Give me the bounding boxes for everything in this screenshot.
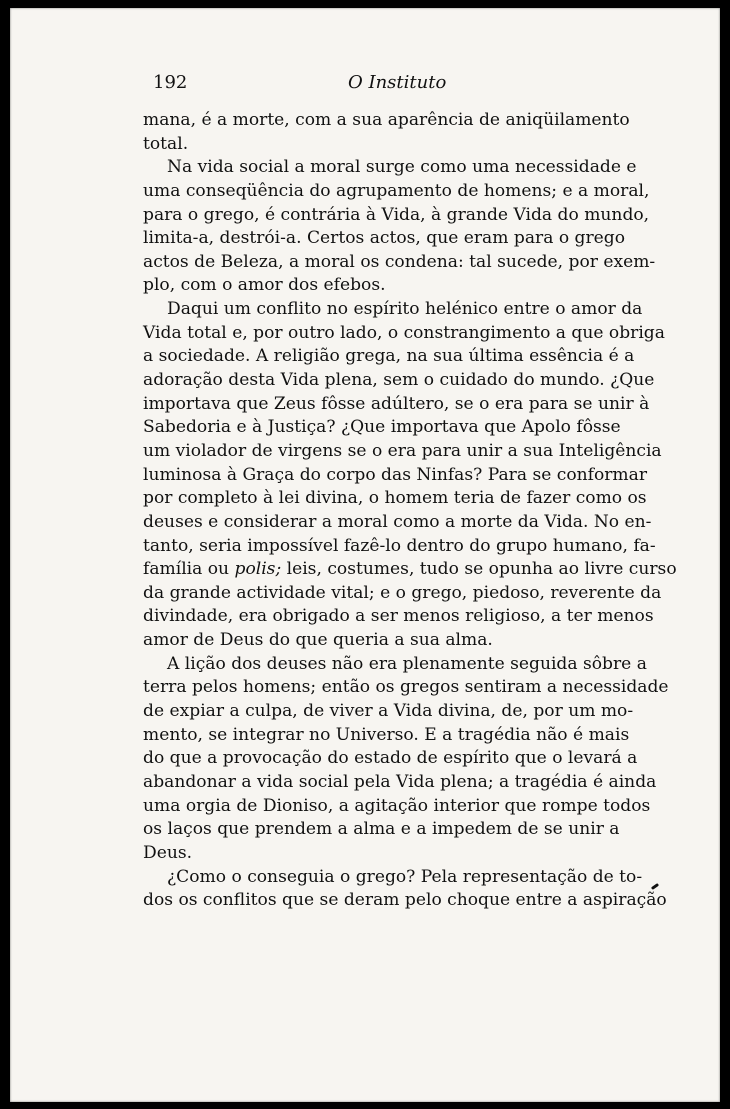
text-line: luminosa à Graça do corpo das Ninfas? Para se conformar: [143, 464, 647, 485]
text-line: de expiar a culpa, de viver a Vida divina, de, por um mo-: [143, 701, 634, 722]
text-line: os laços que prendem a alma e a impedem de se unir a: [143, 819, 620, 840]
text-line: Deus.: [143, 842, 193, 863]
text-line: tanto, seria impossível fazê-lo dentro do grupo humano, fa-: [143, 535, 656, 556]
running-title: O Instituto: [348, 72, 447, 93]
page-header: [153, 72, 618, 100]
paragraph-start: ¿Como o conseguia o grego? Pela representação de to-: [167, 866, 643, 887]
text-line-with-italic: [143, 558, 677, 582]
italic-word-polis: polis;: [234, 559, 282, 580]
line-part-after: leis, costumes, tudo se opunha ao livre curso: [281, 559, 677, 580]
text-line: adoração desta Vida plena, sem o cuidado do mundo. ¿Que: [143, 370, 655, 391]
text-line: total.: [143, 133, 189, 154]
paragraph-start: A lição dos deuses não era plenamente seguida sôbre a: [167, 653, 647, 674]
text-line: deuses e considerar a moral como a morte da Vida. No en-: [143, 511, 652, 532]
paragraph-start: Na vida social a moral surge como uma necessidade e: [167, 157, 637, 178]
text-line: abandonar a vida social pela Vida plena; a tragédia é ainda: [143, 771, 657, 792]
text-line: importava que Zeus fôsse adúltero, se o era para se unir à: [143, 393, 650, 414]
text-line: por completo à lei divina, o homem teria de fazer como os: [143, 488, 647, 509]
text-line: da grande actividade vital; e o grego, piedoso, reverente da: [143, 582, 662, 603]
text-line: amor de Deus do que queria a sua alma.: [143, 630, 493, 651]
text-line: Vida total e, por outro lado, o constrangimento a que obriga: [143, 322, 665, 343]
text-line: limita-a, destrói-a. Certos actos, que eram para o grego: [143, 228, 626, 249]
page-number: 192: [153, 72, 188, 93]
text-line: do que a provocação do estado de espírito que o levará a: [143, 748, 638, 769]
text-line: a sociedade. A religião grega, na sua última essência é a: [143, 346, 635, 367]
text-line: plo, com o amor dos efebos.: [143, 275, 386, 296]
text-line: actos de Beleza, a moral os condena: tal sucede, por exem-: [143, 251, 656, 272]
text-line: uma conseqüência do agrupamento de homens; e a moral,: [143, 180, 650, 201]
text-line: Sabedoria e à Justiça? ¿Que importava que Apolo fôsse: [143, 417, 621, 438]
line-part-before: família ou: [143, 559, 235, 580]
text-line: mana, é a morte, com a sua aparência de aniqüilamento: [143, 110, 630, 130]
text-line: uma orgia de Dioniso, a agitação interior que rompe todos: [143, 795, 651, 816]
body-text: [143, 109, 677, 913]
text-line: divindade, era obrigado a ser menos religioso, a ter menos: [143, 606, 654, 627]
paragraph-start: Daqui um conflito no espírito helénico entre o amor da: [167, 299, 643, 320]
text-line: terra pelos homens; então os gregos sentiram a necessidade: [143, 677, 669, 698]
text-line: um violador de virgens se o era para unir a sua Inteligência: [143, 440, 662, 461]
text-line: para o grego, é contrária à Vida, à grande Vida do mundo,: [143, 204, 650, 225]
text-line: mento, se integrar no Universo. E a tragédia não é mais: [143, 724, 630, 745]
text-line: dos os conflitos que se deram pelo choque entre a aspiração: [143, 890, 667, 911]
